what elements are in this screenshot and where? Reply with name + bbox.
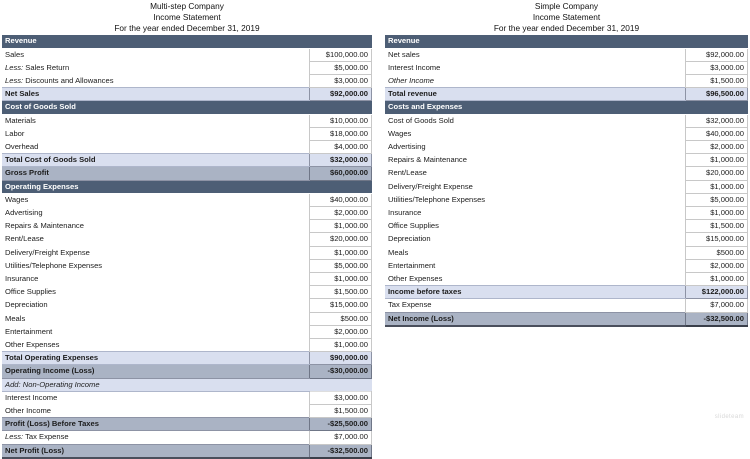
row-amount: $7,000.00 (309, 431, 372, 444)
statement-row (2, 259, 372, 272)
title-line-period: For the year ended December 31, 2019 (114, 22, 260, 33)
statement-multi-step (2, 0, 372, 459)
row-label: Other Expenses (385, 273, 685, 286)
row-amount: $5,000.00 (309, 259, 372, 272)
row-label: Insurance (2, 273, 309, 286)
row-label: Entertainment (2, 325, 309, 338)
statement-row (385, 312, 748, 326)
row-amount: $15,000.00 (309, 299, 372, 312)
row-label: Tax Expense (385, 299, 685, 312)
statement-row (2, 325, 372, 338)
statement-row (2, 391, 372, 404)
row-amount: $20,000.00 (685, 167, 748, 180)
statement-row (2, 405, 372, 418)
row-amount: $20,000.00 (309, 233, 372, 246)
row-amount: $1,500.00 (685, 220, 748, 233)
row-label: Office Supplies (2, 286, 309, 299)
statement-row (2, 180, 372, 193)
row-label: Meals (385, 246, 685, 259)
row-label: Repairs & Maintenance (385, 154, 685, 167)
statement-row (2, 154, 372, 167)
statement-row (2, 431, 372, 444)
row-label: Office Supplies (385, 220, 685, 233)
statement-row (385, 180, 748, 193)
row-amount: $500.00 (309, 312, 372, 325)
statement-row (385, 35, 748, 48)
row-amount: $122,000.00 (685, 286, 748, 299)
statement-row (385, 61, 748, 74)
row-amount: $500.00 (685, 246, 748, 259)
statement-row (2, 444, 372, 458)
title-line-company: Simple Company (534, 1, 599, 11)
row-amount: $100,000.00 (309, 48, 372, 61)
row-label: Rent/Lease (385, 167, 685, 180)
row-amount: $2,000.00 (685, 259, 748, 272)
row-amount (685, 101, 748, 114)
row-amount: -$32,500.00 (685, 312, 748, 326)
row-label: Entertainment (385, 259, 685, 272)
row-label: Profit (Loss) Before Taxes (2, 418, 309, 431)
row-amount: -$25,500.00 (309, 418, 372, 431)
row-label: Materials (2, 114, 309, 127)
row-amount: $18,000.00 (309, 127, 372, 140)
title-line-document: Income Statement (532, 11, 601, 22)
row-amount: $2,000.00 (309, 325, 372, 338)
row-amount: $3,000.00 (309, 391, 372, 404)
statement-row (2, 88, 372, 101)
row-amount: $92,000.00 (309, 88, 372, 101)
row-amount: $15,000.00 (685, 233, 748, 246)
row-amount: $60,000.00 (309, 167, 372, 180)
watermark-label: slideteam (714, 414, 744, 420)
statement-row (385, 207, 748, 220)
row-amount: $1,000.00 (685, 180, 748, 193)
row-amount: $1,500.00 (309, 286, 372, 299)
row-amount: $90,000.00 (309, 352, 372, 365)
row-amount: -$32,500.00 (309, 444, 372, 458)
statement-row (2, 75, 372, 88)
row-amount: $2,000.00 (309, 207, 372, 220)
statement-row (385, 286, 748, 299)
row-amount: $2,000.00 (685, 141, 748, 154)
statement-row (385, 48, 748, 61)
row-label: Net Sales (2, 88, 309, 101)
row-amount (685, 35, 748, 48)
row-label: Net Profit (Loss) (2, 444, 309, 458)
income-statement-table-simple (385, 34, 748, 326)
row-label: Wages (385, 127, 685, 140)
row-label: Income before taxes (385, 286, 685, 299)
statement-title-simple (385, 0, 748, 33)
statement-row (385, 101, 748, 114)
statement-row (385, 75, 748, 88)
row-label: Interest Income (385, 61, 685, 74)
statement-row (2, 286, 372, 299)
row-label: Costs and Expenses (385, 101, 685, 114)
row-amount (309, 378, 372, 391)
statement-row (2, 35, 372, 48)
row-label: Less: Tax Expense (2, 431, 309, 444)
row-amount: $32,000.00 (685, 114, 748, 127)
row-label: Net Income (Loss) (385, 312, 685, 326)
statement-row (385, 193, 748, 206)
statement-row (385, 233, 748, 246)
statement-row (2, 207, 372, 220)
row-amount: $4,000.00 (309, 141, 372, 154)
row-amount (309, 180, 372, 193)
statement-row (2, 101, 372, 114)
row-label: Delivery/Freight Expense (2, 246, 309, 259)
row-label: Repairs & Maintenance (2, 220, 309, 233)
row-amount: $5,000.00 (309, 61, 372, 74)
row-amount: $1,500.00 (309, 405, 372, 418)
row-amount: $1,000.00 (309, 273, 372, 286)
row-amount: $1,000.00 (309, 339, 372, 352)
row-label: Net sales (385, 48, 685, 61)
row-amount: $1,000.00 (685, 273, 748, 286)
row-amount: $32,000.00 (309, 154, 372, 167)
statement-row (2, 312, 372, 325)
row-label: Less: Discounts and Allowances (2, 75, 309, 88)
statement-title-multi-step (2, 0, 372, 33)
row-amount: $7,000.00 (685, 299, 748, 312)
statement-row (2, 365, 372, 378)
row-amount: $5,000.00 (685, 193, 748, 206)
row-label: Gross Profit (2, 167, 309, 180)
title-line-period: For the year ended December 31, 2019 (493, 22, 640, 33)
statement-row (385, 220, 748, 233)
statement-row (385, 273, 748, 286)
table-body-multi-step (2, 35, 372, 458)
row-label: Total revenue (385, 88, 685, 101)
row-label: Add: Non-Operating Income (2, 378, 309, 391)
row-amount (309, 101, 372, 114)
statement-row (385, 154, 748, 167)
row-label: Utilities/Telephone Expenses (2, 259, 309, 272)
row-label: Total Operating Expenses (2, 352, 309, 365)
row-label: Labor (2, 127, 309, 140)
row-amount: $92,000.00 (685, 48, 748, 61)
statement-row (2, 48, 372, 61)
statement-row (2, 378, 372, 391)
statement-row (2, 418, 372, 431)
row-amount: $1,000.00 (309, 220, 372, 233)
statement-row (2, 352, 372, 365)
row-label: Other Income (385, 75, 685, 88)
row-amount: $10,000.00 (309, 114, 372, 127)
statement-row (2, 273, 372, 286)
row-label: Operating Expenses (2, 180, 309, 193)
row-amount: $1,500.00 (685, 75, 748, 88)
row-label: Delivery/Freight Expense (385, 180, 685, 193)
statement-row (385, 127, 748, 140)
row-label: Total Cost of Goods Sold (2, 154, 309, 167)
statement-row (385, 299, 748, 312)
row-label: Depreciation (385, 233, 685, 246)
row-label-prefix: Less: (5, 75, 24, 85)
row-label: Interest Income (2, 391, 309, 404)
row-amount: $40,000.00 (685, 127, 748, 140)
row-label: Less: Sales Return (2, 61, 309, 74)
row-label: Rent/Lease (2, 233, 309, 246)
statement-row (2, 193, 372, 206)
row-label: Cost of Goods Sold (2, 101, 309, 114)
row-label: Meals (2, 312, 309, 325)
row-amount: -$30,000.00 (309, 365, 372, 378)
row-amount: $1,000.00 (685, 154, 748, 167)
row-amount: $1,000.00 (309, 246, 372, 259)
statement-row (385, 88, 748, 101)
row-label: Wages (2, 193, 309, 206)
table-body-simple (385, 35, 748, 326)
row-amount (309, 35, 372, 48)
row-label: Overhead (2, 141, 309, 154)
row-label: Utilities/Telephone Expenses (385, 193, 685, 206)
row-label: Operating Income (Loss) (2, 365, 309, 378)
statement-row (385, 246, 748, 259)
row-amount: $3,000.00 (685, 61, 748, 74)
statement-row (385, 167, 748, 180)
row-amount: $1,000.00 (685, 207, 748, 220)
statement-row (2, 127, 372, 140)
statement-row (2, 141, 372, 154)
row-label: Advertising (2, 207, 309, 220)
row-label: Sales (2, 48, 309, 61)
statement-row (385, 259, 748, 272)
title-line-company: Multi-step Company (150, 1, 224, 11)
row-label: Depreciation (2, 299, 309, 312)
row-amount: $40,000.00 (309, 193, 372, 206)
row-label: Revenue (2, 35, 309, 48)
row-label: Cost of Goods Sold (385, 114, 685, 127)
row-label: Other Income (2, 405, 309, 418)
row-amount: $3,000.00 (309, 75, 372, 88)
row-label: Advertising (385, 141, 685, 154)
title-line-document: Income Statement (153, 11, 221, 22)
statement-row (2, 220, 372, 233)
row-label-prefix: Less: (5, 432, 24, 442)
statement-row (385, 114, 748, 127)
income-statement-table-multi-step (2, 34, 372, 459)
row-amount: $96,500.00 (685, 88, 748, 101)
statement-row (2, 167, 372, 180)
statement-row (2, 233, 372, 246)
statement-row (2, 61, 372, 74)
statement-row (2, 339, 372, 352)
statement-simple (385, 0, 748, 327)
row-label: Revenue (385, 35, 685, 48)
row-label: Other Expenses (2, 339, 309, 352)
row-label-prefix: Less: (5, 62, 24, 72)
statement-row (385, 141, 748, 154)
statement-row (2, 114, 372, 127)
statement-row (2, 299, 372, 312)
row-label: Insurance (385, 207, 685, 220)
statement-row (2, 246, 372, 259)
